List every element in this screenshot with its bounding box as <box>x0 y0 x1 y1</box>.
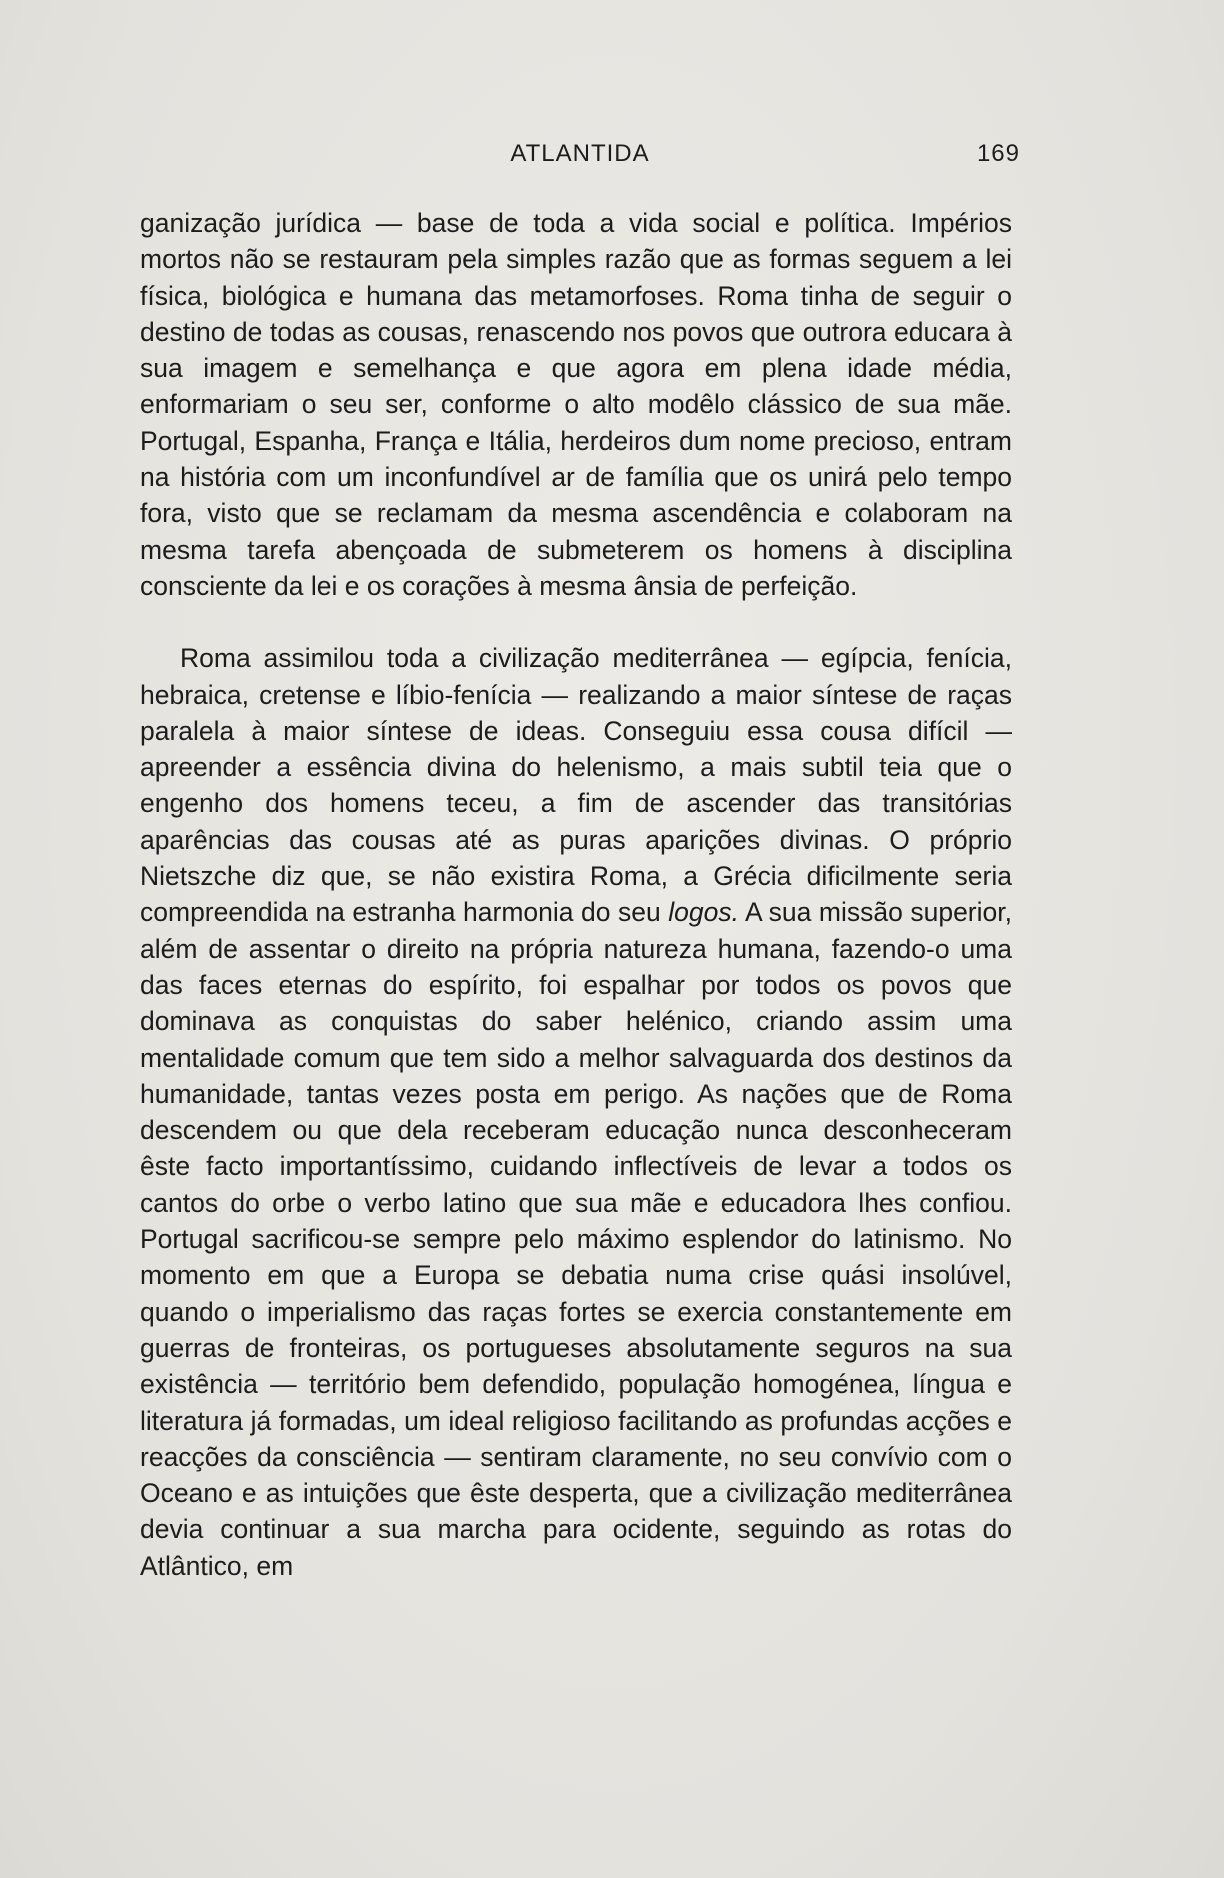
page-header <box>140 140 1020 174</box>
paragraph-2 <box>140 640 1012 1584</box>
paragraph-2-italic-word: logos. <box>668 897 739 928</box>
paragraph-1: ganização jurídica — base de toda a vida social e política. Impérios mortos não se restauram pela simples razão que as formas seguem a lei física, biológica e humana das metamorfoses. Roma tinha de seguir o destino de todas as cousas, renascendo nos povos que outrora educara à sua imagem e semelhança e que agora em plena idade média, enformariam o seu ser, conforme o alto modêlo clássico de sua mãe. Portugal, Espanha, França e Itália, herdeiros dum nome precioso, entram na história com um inconfundível ar de família que os unirá pelo tempo fora, visto que se reclamam da mesma ascendência e colaboram na mesma tarefa abençoada de submeterem os homens à disciplina consciente da lei e os corações à mesma ânsia de perfeição. <box>140 208 1012 601</box>
page-number: 169 <box>976 140 1020 167</box>
running-title: ATLANTIDA <box>510 140 650 167</box>
body-text <box>140 205 1012 1584</box>
paragraph-2-text-a: Roma assimilou toda a civilização mediterrânea — egípcia, fenícia, hebraica, cretense e líbio-fenícia — realizando a maior síntese de raças paralela à maior síntese de ideas. Conseguiu essa cousa difícil — apreender a essência divina do helenismo, a mais subtil teia que o engenho dos homens teceu, a fim de ascender das transitórias aparências das cousas até as puras aparições divinas. O próprio Nietszche diz que, se não existira Roma, a Grécia dificilmente seria compreendida na estranha harmonia do seu <box>140 643 1012 928</box>
paragraph-2-text-b: A sua missão superior, além de assentar o direito na própria natureza humana, fazendo-o uma das faces eternas do espírito, foi espalhar por todos os povos que dominava as conquistas do saber helénico, criando assim uma mentalidade comum que tem sido a melhor salvaguarda dos destinos da humanidade, tantas vezes posta em perigo. As nações que de Roma descendem ou que dela receberam educação nunca desconheceram êste facto importantíssimo, cuidando inflectíveis de levar a todos os cantos do orbe o verbo latino que sua mãe e educadora lhes confiou. Portugal sacrificou-se sempre pelo máximo esplendor do latinismo. No momento em que a Europa se debatia numa crise quási insolúvel, quando o imperialismo das raças fortes se exercia constantemente em guerras de fronteiras, os portugueses absolutamente seguros na sua existência — território bem defendido, população homogénea, língua e literatura já formadas, um ideal religioso facilitando as profundas acções e reacções da consciência — sentiram claramente, no seu convívio com o Oceano e as intuições que êste desperta, que a civilização mediterrânea devia continuar a sua marcha para ocidente, seguindo as rotas do Atlântico, em <box>140 897 1012 1581</box>
